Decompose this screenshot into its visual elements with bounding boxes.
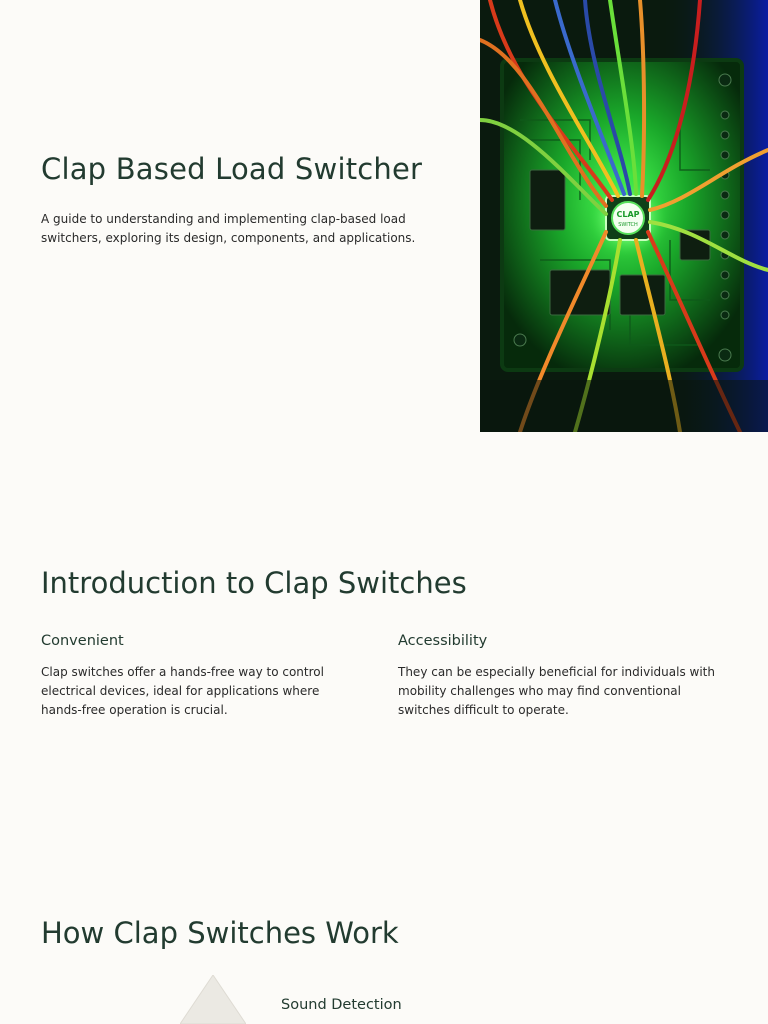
hero-title: Clap Based Load Switcher xyxy=(41,152,423,186)
chip-label-line2: SWITCH xyxy=(618,222,638,228)
feature-card-accessibility xyxy=(398,633,718,720)
hero-section xyxy=(0,0,768,432)
how-section-title: How Clap Switches Work xyxy=(41,916,399,950)
hero-image-circuit-board xyxy=(480,0,768,432)
chip-label-line1: CLAP xyxy=(616,210,640,219)
hero-description: A guide to understanding and implementing clap-based load switchers, exploring its design, components, and applications. xyxy=(41,212,416,245)
feature-text: Clap switches offer a hands-free way to control electrical devices, ideal for applications where hands-free operation is crucial. xyxy=(41,665,324,717)
step-heading-sound-detection: Sound Detection xyxy=(281,997,402,1013)
feature-text: They can be especially beneficial for individuals with mobility challenges who may find conventional switches difficult to operate. xyxy=(398,665,715,717)
intro-section-title: Introduction to Clap Switches xyxy=(41,566,467,600)
feature-card-convenient xyxy=(41,633,361,720)
step-triangle-shape xyxy=(180,975,246,1024)
feature-heading: Convenient xyxy=(41,633,124,649)
feature-heading: Accessibility xyxy=(398,633,488,649)
